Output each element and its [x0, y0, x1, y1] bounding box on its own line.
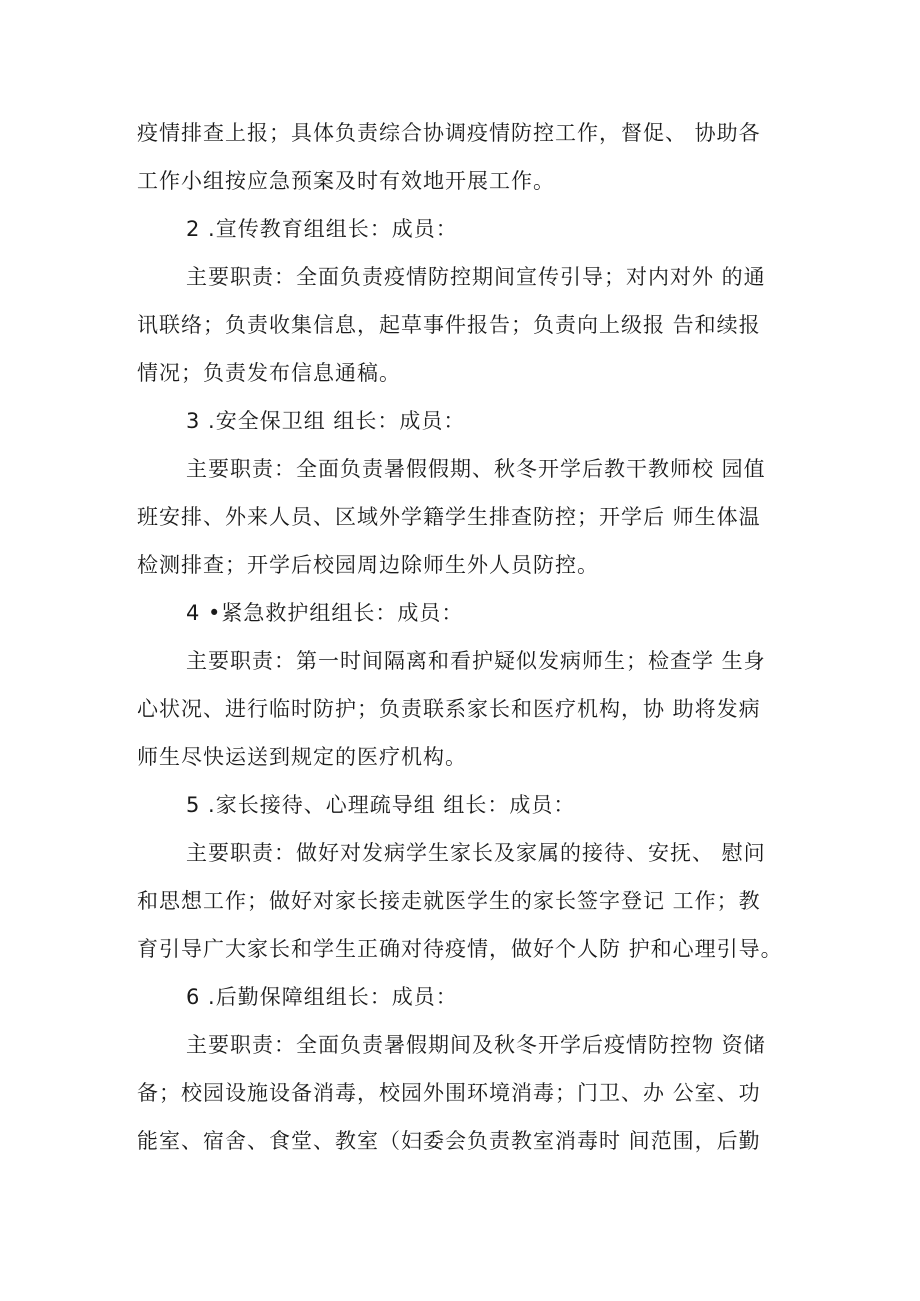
section-heading-3: 3 .安全保卫组 组长：成员： — [186, 409, 466, 433]
section-heading-6: 6 .后勤保障组组长：成员： — [186, 985, 458, 1009]
section-heading-2: 2 .宣传教育组组长：成员： — [186, 217, 458, 241]
paragraph-line: 主要职责：第一时间隔离和看护疑似发病师生；检查学 生身 — [186, 649, 766, 673]
paragraph-line: 讯联络；负责收集信息，起草事件报告；负责向上级报 告和续报 — [137, 313, 761, 337]
paragraph-line: 检测排查；开学后校园周边除师生外人员防控。 — [137, 553, 599, 577]
section-heading-5: 5 .家长接待、心理疏导组 组长：成员： — [186, 793, 576, 817]
paragraph-line: 主要职责：全面负责疫情防控期间宣传引导；对内对外 的通 — [186, 265, 766, 289]
paragraph-line: 主要职责：做好对发病学生家长及家属的接待、安抚、 慰问 — [186, 841, 766, 865]
paragraph-line: 疫情排查上报；具体负责综合协调疫情防控工作，督促、 协助各 — [137, 121, 761, 145]
paragraph-line: 育引导广大家长和学生正确对待疫情，做好个人防 护和心理引导。 — [137, 937, 783, 961]
paragraph-line: 备；校园设施设备消毒，校园外围环境消毒；门卫、办 公室、功 — [137, 1081, 761, 1105]
paragraph-line: 心状况、进行临时防护；负责联系家长和医疗机构，协 助将发病 — [137, 697, 761, 721]
document-body — [137, 109, 797, 1165]
paragraph-line: 工作小组按应急预案及时有效地开展工作。 — [137, 169, 555, 193]
section-heading-4: 4 •紧急救护组组长：成员： — [186, 601, 464, 625]
paragraph-line: 情况；负责发布信息通稿。 — [137, 361, 401, 385]
paragraph-line: 主要职责：全面负责暑假期间及秋冬开学后疫情防控物 资储 — [186, 1033, 766, 1057]
paragraph-line: 班安排、外来人员、区域外学籍学生排查防控；开学后 师生体温 — [137, 505, 761, 529]
paragraph-line: 和思想工作；做好对家长接走就医学生的家长签字登记 工作；教 — [137, 889, 761, 913]
paragraph-line: 主要职责：全面负责暑假假期、秋冬开学后教干教师校 园值 — [186, 457, 766, 481]
paragraph-line: 师生尽快运送到规定的医疗机构。 — [137, 745, 467, 769]
paragraph-line: 能室、宿舍、食堂、教室（妇委会负责教室消毒时 间范围，后勤 — [137, 1129, 761, 1153]
